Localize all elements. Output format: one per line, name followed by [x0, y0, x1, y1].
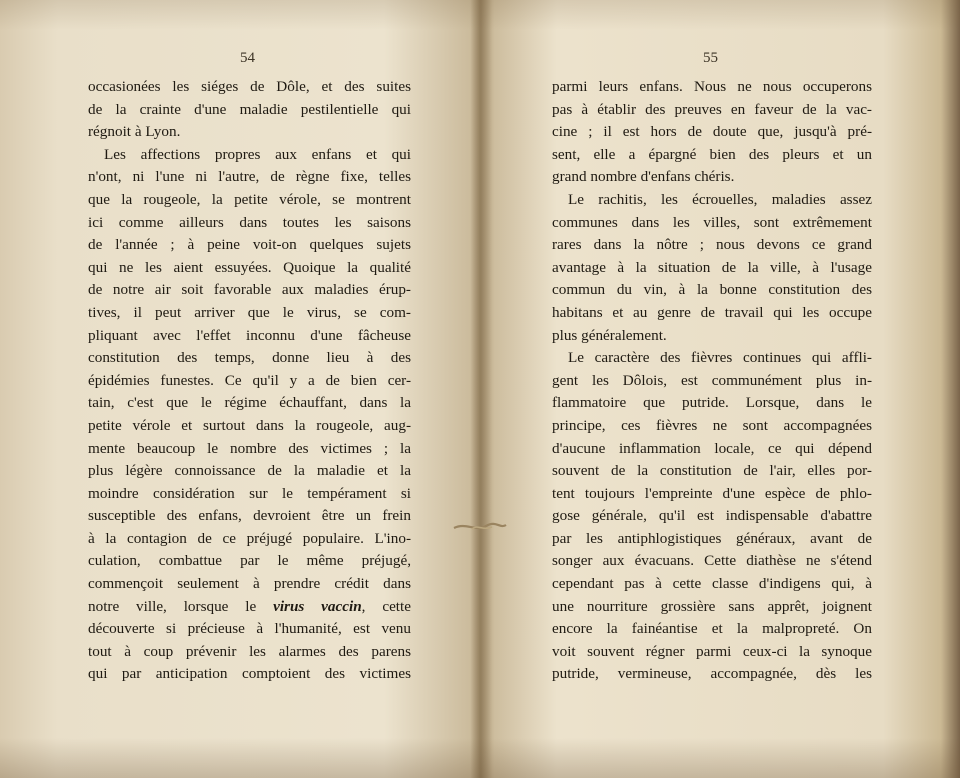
text-line: voit souvent régner parmi ceux-ci la synoque	[552, 642, 872, 660]
text-line: flammatoire que putride. Lorsque, dans le	[552, 394, 872, 412]
page-number-left: 54	[240, 50, 255, 66]
text-line: susceptible des enfans, devroient être un frein	[88, 507, 411, 525]
text-line: occasionées les siéges de Dôle, et des suites	[88, 78, 411, 95]
text-line: n'ont, ni l'une ni l'autre, de règne fixe, telles	[88, 168, 411, 186]
text-line: d'aucune inflammation locale, ce qui dépend	[552, 439, 872, 457]
text-line: épidémies funestes. Ce qu'il y a de bien cer-	[88, 371, 411, 389]
text-line: découverte si précieuse à l'humanité, est venu	[88, 620, 411, 638]
page-number-right: 55	[703, 50, 718, 66]
text-line: régnoit à Lyon.	[88, 123, 181, 141]
text-line: rares dans la nôtre ; nous devons ce grand	[552, 236, 872, 254]
text-line: à la contagion de ce préjugé populaire. L'ino-	[88, 529, 411, 547]
text-line: que la rougeole, la petite vérole, se montrent	[88, 190, 411, 208]
text-line: principe, ces fièvres ne sont accompagnées	[552, 416, 872, 434]
text-line: commun du vin, à la bonne constitution des	[552, 281, 872, 299]
text-line: moindre considération sur le tempérament si	[88, 484, 411, 502]
left-page-text	[88, 76, 411, 686]
text-line: de la crainte d'une maladie pestilentielle qui	[88, 100, 411, 118]
text-line: communes dans les villes, sont extrêmement	[552, 213, 872, 231]
text-line: grand nombre d'enfans chéris.	[552, 168, 735, 186]
text-line: putride, vermineuse, accompagnée, dès les	[552, 665, 872, 683]
italic-term: virus vaccin	[273, 597, 362, 615]
text-line: pas à établir des preuves en faveur de la vac-	[552, 100, 872, 118]
text-line: sent, elle a épargné bien des pleurs et un	[552, 145, 872, 163]
text-line: commençoit seulement à prendre crédit dans	[88, 575, 411, 593]
right-page-text	[552, 76, 872, 686]
text-line: de l'année ; à peine voit-on quelques sujets	[88, 236, 411, 254]
text-line: par les antiphlogistiques généraux, avant de	[552, 529, 872, 547]
text-line: Le caractère des fièvres continues qui affli-	[568, 349, 872, 367]
text-line: une nourriture grossière sans apprêt, joignent	[552, 597, 872, 615]
text-line: constitution des temps, donne lieu à des	[88, 349, 411, 367]
text-line: songer aux évacuans. Cette diathèse ne s'étend	[552, 552, 872, 570]
text-line: petite vérole et surtout dans la rougeole, aug-	[88, 416, 411, 434]
left-page	[0, 0, 470, 778]
text-line: souvent de la constitution de l'air, elles por-	[552, 462, 872, 480]
text-line: ici comme ailleurs dans toutes les saisons	[88, 213, 411, 231]
text-line: plus généralement.	[552, 326, 667, 344]
text-line: culation, combattue par le même préjugé,	[88, 552, 411, 570]
text-line: parmi leurs enfans. Nous ne nous occuperons	[552, 78, 872, 95]
right-page	[490, 0, 960, 778]
text-line: Le rachitis, les écrouelles, maladies assez	[568, 190, 872, 208]
text-line: cine ; il est hors de doute que, jusqu'à pré-	[552, 123, 872, 141]
text-line-with-italic-term: notre ville, lorsque le virus vaccin, cette	[88, 597, 411, 615]
text-line: tives, il peut arriver que le virus, se com-	[88, 303, 411, 321]
text-line: avantage à la situation de la ville, à l'usage	[552, 258, 872, 276]
text-line: gose générale, qu'il est indispensable d'abattre	[552, 507, 872, 525]
text-line: tent toujours l'empreinte d'une espèce de phlo-	[552, 484, 872, 502]
text-line: habitans et au genre de travail qui les occupe	[552, 303, 872, 321]
text-line: gent les Dôlois, est communément plus in-	[552, 371, 872, 389]
text-line: de notre air soit favorable aux maladies érup-	[88, 281, 411, 299]
book-gutter	[470, 0, 492, 778]
text-line: tain, c'est que le régime échauffant, dans la	[88, 394, 411, 412]
text-line: tout à coup prévenir les alarmes des parens	[88, 642, 411, 660]
text-line: qui ne les aient essuyées. Quoique la qualité	[88, 258, 411, 276]
text-line: encore la fainéantise et la malpropreté. On	[552, 620, 872, 638]
text-line: cependant pas à cette classe d'indigens qui, à	[552, 575, 872, 593]
text-line: plus légère connoissance de la maladie et la	[88, 462, 411, 480]
text-line: pliquant avec l'effet inconnu d'une fâcheuse	[88, 326, 411, 344]
text-line: Les affections propres aux enfans et qui	[104, 145, 411, 163]
text-line: mente beaucoup le nombre des victimes ; la	[88, 439, 411, 457]
text-line: qui par anticipation comptoient des victimes	[88, 665, 411, 683]
